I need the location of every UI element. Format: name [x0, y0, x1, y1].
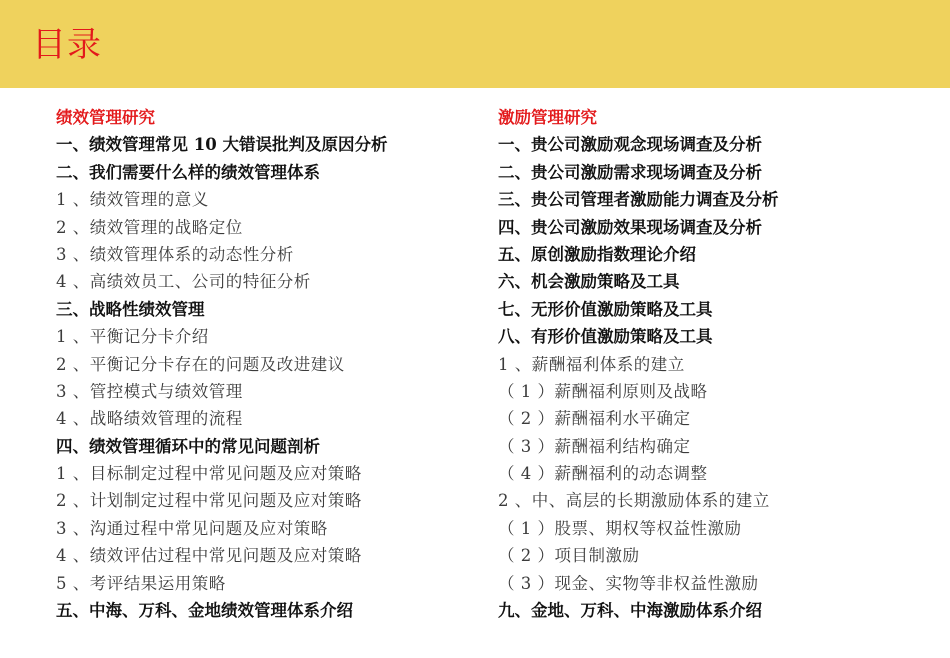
right-toc-item: （ 3 ）薪酬福利结构确定	[498, 436, 691, 456]
left-toc-item: 2 、绩效管理的战略定位	[56, 217, 243, 237]
left-toc-item: 4 、战略绩效管理的流程	[56, 409, 243, 429]
right-toc-item: 二、贵公司激励需求现场调查及分析	[498, 162, 762, 182]
right-toc-item: 九、金地、万科、中海激励体系介绍	[498, 601, 762, 621]
left-toc-item: 1 、绩效管理的意义	[56, 190, 209, 210]
left-column	[56, 104, 476, 624]
right-column	[498, 104, 938, 624]
right-toc-item: 五、原创激励指数理论介绍	[498, 244, 696, 264]
right-toc-item: 六、机会激励策略及工具	[498, 272, 680, 292]
right-toc-item: （ 1 ）股票、期权等权益性激励	[498, 518, 742, 538]
left-toc-item: 一、绩效管理常见 10 大错误批判及原因分析	[56, 135, 388, 155]
left-toc-item: 3 、沟通过程中常见问题及应对策略	[56, 518, 328, 538]
right-column-heading: 激励管理研究	[498, 108, 597, 127]
right-toc-item: 八、有形价值激励策略及工具	[498, 327, 713, 347]
right-toc-item: （ 1 ）薪酬福利原则及战略	[498, 381, 708, 401]
right-toc-item: 四、贵公司激励效果现场调查及分析	[498, 217, 762, 237]
left-toc-item: 四、绩效管理循环中的常见问题剖析	[56, 436, 320, 456]
left-toc-item: 三、战略性绩效管理	[56, 299, 205, 319]
left-toc-item: 4 、绩效评估过程中常见问题及应对策略	[56, 546, 362, 566]
right-toc-item: （ 2 ）项目制激励	[498, 546, 640, 566]
left-toc-item: 3 、绩效管理体系的动态性分析	[56, 244, 294, 264]
left-toc-item: 五、中海、万科、金地绩效管理体系介绍	[56, 601, 353, 621]
left-toc-item: 1 、平衡记分卡介绍	[56, 327, 209, 347]
right-toc-item: （ 4 ）薪酬福利的动态调整	[498, 464, 708, 484]
right-toc-item: 一、贵公司激励观念现场调查及分析	[498, 135, 762, 155]
left-column-heading: 绩效管理研究	[56, 108, 155, 127]
header-bar	[0, 0, 950, 88]
right-toc-item: （ 2 ）薪酬福利水平确定	[498, 409, 691, 429]
page-title: 目录	[32, 25, 102, 65]
left-toc-item: 5 、考评结果运用策略	[56, 573, 226, 593]
left-toc-item: 二、我们需要什么样的绩效管理体系	[56, 162, 320, 182]
left-toc-item: 3 、管控模式与绩效管理	[56, 381, 243, 401]
left-toc-item: 2 、计划制定过程中常见问题及应对策略	[56, 491, 362, 511]
right-toc-item: 2 、中、高层的长期激励体系的建立	[498, 491, 770, 511]
left-toc-item: 2 、平衡记分卡存在的问题及改进建议	[56, 354, 345, 374]
left-toc-item: 4 、高绩效员工、公司的特征分析	[56, 272, 311, 292]
right-toc-item: 三、贵公司管理者激励能力调查及分析	[498, 190, 779, 210]
left-toc-item: 1 、目标制定过程中常见问题及应对策略	[56, 464, 362, 484]
right-toc-item: （ 3 ）现金、实物等非权益性激励	[498, 573, 759, 593]
right-toc-item: 七、无形价值激励策略及工具	[498, 299, 713, 319]
right-toc-item: 1 、薪酬福利体系的建立	[498, 354, 685, 374]
